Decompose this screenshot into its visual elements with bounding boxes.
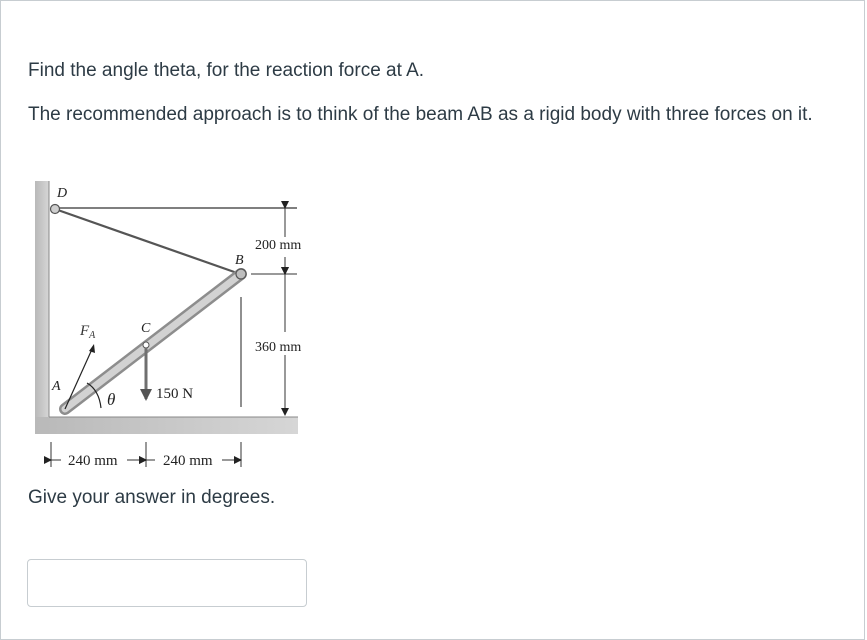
label-a: A — [52, 379, 61, 394]
point-c — [143, 342, 149, 348]
question-text-line1: Find the angle theta, for the reaction force at A. — [28, 60, 425, 81]
load-150n-label: 150 N — [156, 386, 194, 402]
dim-360mm-label: 360 mm — [255, 340, 302, 355]
theta-label: θ — [107, 390, 116, 409]
dim-240mm-right-label: 240 mm — [163, 453, 213, 469]
label-c: C — [141, 321, 151, 336]
question-text-line2: The recommended approach is to think of the beam AB as a rigid body with three forces on it. — [28, 104, 813, 125]
label-d: D — [57, 186, 68, 201]
beam-diagram — [27, 177, 327, 477]
label-b: B — [235, 253, 244, 268]
dim-200mm-label: 200 mm — [255, 238, 302, 253]
floor — [35, 417, 298, 434]
fa-label: $F_A$ — [80, 323, 96, 341]
dim-240mm-left-label: 240 mm — [68, 453, 118, 469]
answer-input[interactable] — [27, 559, 307, 607]
cable-db — [55, 209, 240, 274]
pin-b — [236, 269, 246, 279]
pin-d — [51, 205, 60, 214]
question-text-line3: Give your answer in degrees. — [28, 487, 276, 508]
wall — [35, 181, 49, 434]
